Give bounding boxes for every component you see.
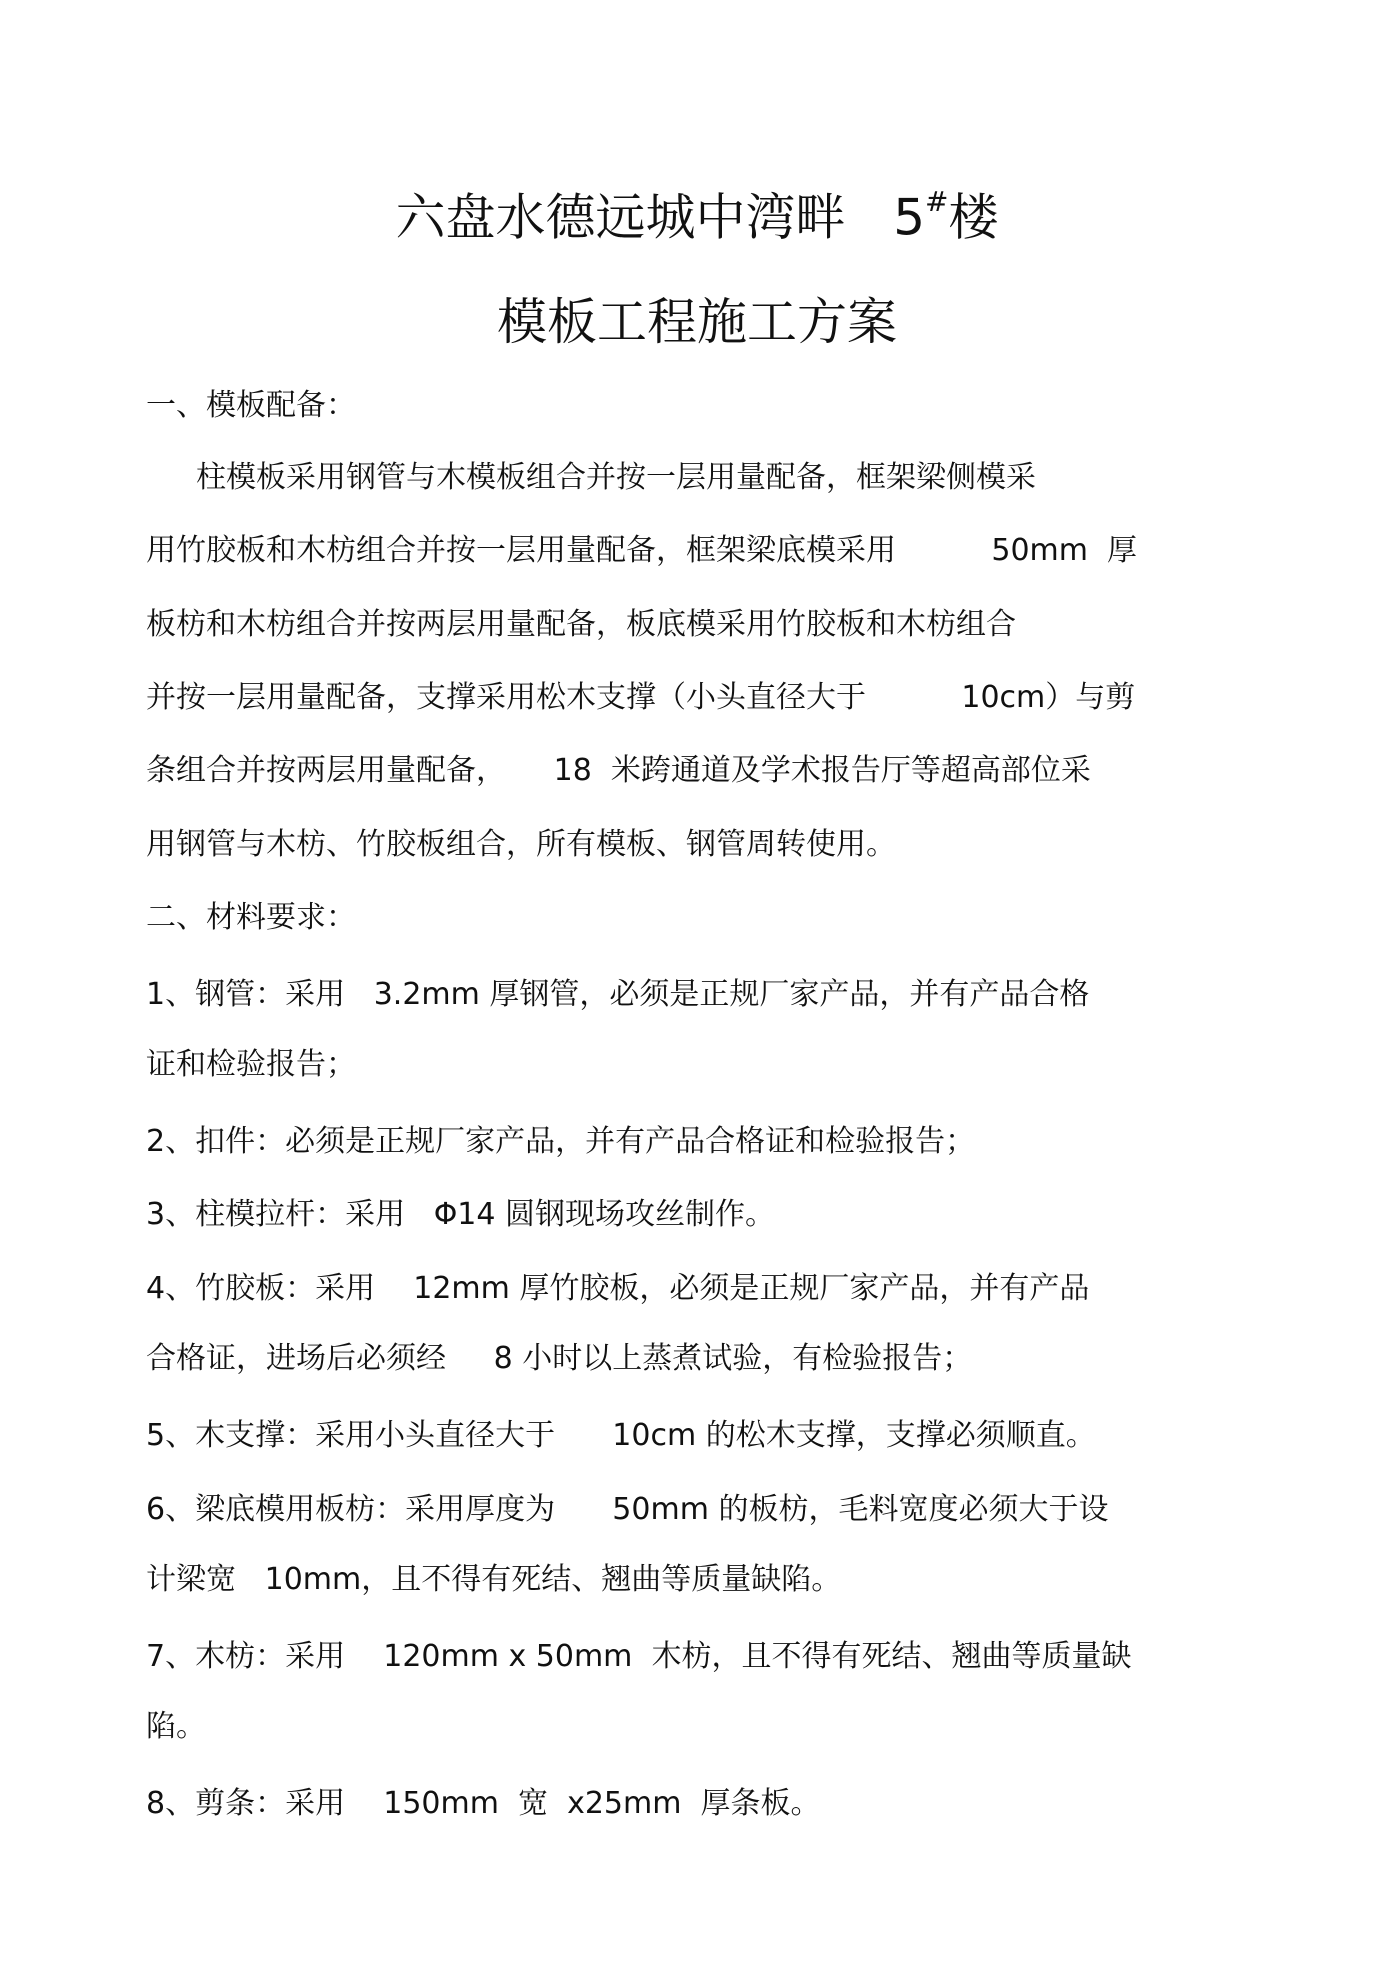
list-item-line: 陷。 bbox=[146, 1709, 206, 1744]
list-item-line: 计梁宽 10mm，且不得有死结、翘曲等质量缺陷。 bbox=[146, 1562, 842, 1597]
document-title-line2: 模板工程施工方案 bbox=[497, 293, 897, 351]
list-item-line: 4、竹胶板：采用 12mm 厚竹胶板，必须是正规厂家产品，并有产品 bbox=[146, 1271, 1090, 1306]
list-item-line: 6、梁底模用板枋：采用厚度为 50mm 的板枋，毛料宽度必须大于设 bbox=[146, 1492, 1109, 1527]
title-main-text: 六盘水德远城中湾畔 5 bbox=[395, 188, 926, 247]
section1-heading: 一、模板配备： bbox=[146, 388, 356, 423]
paragraph-line: 用竹胶板和木枋组合并按一层用量配备，框架梁底模采用 50mm 厚 bbox=[146, 533, 1138, 568]
title-superscript: # bbox=[925, 185, 949, 218]
list-item-line: 2、扣件：必须是正规厂家产品，并有产品合格证和检验报告； bbox=[146, 1124, 976, 1159]
list-item-line: 证和检验报告； bbox=[146, 1047, 356, 1082]
paragraph-line: 用钢管与木枋、竹胶板组合，所有模板、钢管周转使用。 bbox=[146, 827, 896, 862]
list-item-line: 8、剪条：采用 150mm 宽 x25mm 厚条板。 bbox=[146, 1786, 821, 1821]
list-item-line: 合格证，进场后必须经 8 小时以上蒸煮试验，有检验报告； bbox=[146, 1341, 973, 1376]
paragraph-line: 板枋和木枋组合并按两层用量配备，板底模采用竹胶板和木枋组合 bbox=[146, 607, 1016, 642]
list-item-line: 5、木支撑：采用小头直径大于 10cm 的松木支撑，支撑必须顺直。 bbox=[146, 1418, 1096, 1453]
list-item-line: 3、柱模拉杆：采用 Φ14 圆钢现场攻丝制作。 bbox=[146, 1197, 776, 1232]
document-title-line1 bbox=[0, 178, 1394, 248]
section2-heading: 二、材料要求： bbox=[146, 900, 356, 935]
title-tail-text: 楼 bbox=[948, 188, 999, 247]
list-item-line: 1、钢管：采用 3.2mm 厚钢管，必须是正规厂家产品，并有产品合格 bbox=[146, 977, 1090, 1012]
paragraph-line: 并按一层用量配备，支撑采用松木支撑（小头直径大于 10cm）与剪 bbox=[146, 680, 1136, 715]
list-item-line: 7、木枋：采用 120mm x 50mm 木枋，且不得有死结、翘曲等质量缺 bbox=[146, 1639, 1132, 1674]
paragraph-line: 柱模板采用钢管与木模板组合并按一层用量配备，框架梁侧模采 bbox=[196, 460, 1036, 495]
paragraph-line: 条组合并按两层用量配备， 18 米跨通道及学术报告厅等超高部位采 bbox=[146, 753, 1091, 788]
